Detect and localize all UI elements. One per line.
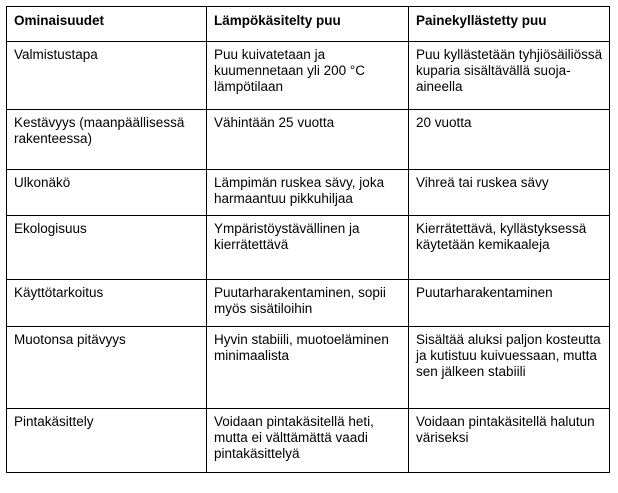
heat-treated-cell: Puutarharakentaminen, sopii myös sisätiloihin — [207, 280, 409, 327]
property-cell: Ulkonäkö — [7, 170, 207, 216]
property-cell: Kestävyys (maanpäällisessä rakenteessa) — [7, 110, 207, 170]
comparison-table-container — [6, 6, 610, 473]
heat-treated-cell: Hyvin stabiili, muotoeläminen minimaalista — [207, 327, 409, 409]
heat-treated-cell: Lämpimän ruskea sävy, joka harmaantuu pikkuhiljaa — [207, 170, 409, 216]
heat-treated-cell: Puu kuivatetaan ja kuumennetaan yli 200 °C lämpötilaan — [207, 42, 409, 110]
comparison-table — [6, 6, 610, 473]
header-cell-property: Ominaisuudet — [7, 7, 207, 42]
pressure-treated-cell: Sisältää aluksi paljon kosteutta ja kutistuu kuivuessaan, mutta sen jälkeen stabiili — [409, 327, 610, 409]
table-row — [7, 42, 610, 110]
table-row — [7, 110, 610, 170]
table-row — [7, 280, 610, 327]
pressure-treated-cell: Voidaan pintakäsitellä halutun väriseksi — [409, 409, 610, 473]
table-row — [7, 327, 610, 409]
property-cell: Pintakäsittely — [7, 409, 207, 473]
table-row — [7, 216, 610, 280]
table-row — [7, 409, 610, 473]
header-cell-pressure-treated: Painekyllästetty puu — [409, 7, 610, 42]
heat-treated-cell: Voidaan pintakäsitellä heti, mutta ei välttämättä vaadi pintakäsittelyä — [207, 409, 409, 473]
property-cell: Valmistustapa — [7, 42, 207, 110]
table-row — [7, 170, 610, 216]
pressure-treated-cell: 20 vuotta — [409, 110, 610, 170]
property-cell: Muotonsa pitävyys — [7, 327, 207, 409]
pressure-treated-cell: Puu kyllästetään tyhjiösäiliössä kuparia sisältävällä suoja-aineella — [409, 42, 610, 110]
property-cell: Ekologisuus — [7, 216, 207, 280]
pressure-treated-cell: Puutarharakentaminen — [409, 280, 610, 327]
pressure-treated-cell: Kierrätettävä, kyllästyksessä käytetään kemikaaleja — [409, 216, 610, 280]
header-cell-heat-treated: Lämpökäsitelty puu — [207, 7, 409, 42]
property-cell: Käyttötarkoitus — [7, 280, 207, 327]
heat-treated-cell: Vähintään 25 vuotta — [207, 110, 409, 170]
pressure-treated-cell: Vihreä tai ruskea sävy — [409, 170, 610, 216]
heat-treated-cell: Ympäristöystävällinen ja kierrätettävä — [207, 216, 409, 280]
table-header-row — [7, 7, 610, 42]
